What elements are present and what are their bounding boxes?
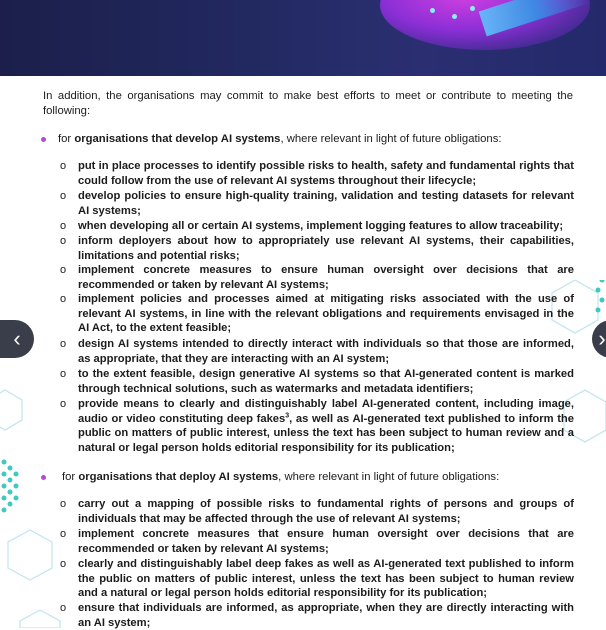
section-deploy-heading: for organisations that deploy AI systems, where relevant in light of future obligations: xyxy=(41,470,581,485)
footnote-marker: 3 xyxy=(285,411,290,419)
section-develop-heading: for organisations that develop AI systems, where relevant in light of future obligations: xyxy=(41,132,581,147)
chevron-right-icon: › xyxy=(598,326,606,351)
list-item: o provide means to clearly and distinguishably label AI-generated content, including image, audio or video constituting deep fakes$^3$, as well as AI-generated text published to inform the public on matters of public interest, unless the text has been subject to human review and a natural or legal person holds editorial responsibility for its publication; xyxy=(60,398,575,455)
list-item: o design AI systems intended to directly interact with individuals so that those are informed, as appropriate, that they are interacting with an AI system; xyxy=(60,338,574,365)
list-item: o inform deployers about how to appropriately use relevant AI systems, their capabilities, limitations and potential risks; xyxy=(60,235,574,262)
bullet-icon xyxy=(41,137,46,142)
list-item: o implement policies and processes aimed at mitigating risks associated with the use of relevant AI systems, in line with the relevant obligations and requirements envisaged in the AI Act, to the extent feasible; xyxy=(60,293,574,335)
bullet-icon xyxy=(41,475,46,480)
list-item: o implement concrete measures that ensure human oversight over decisions that are recommended or taken by relevant AI systems; xyxy=(60,528,574,555)
list-item: o when developing all or certain AI systems, implement logging features to allow traceability; xyxy=(60,220,564,232)
list-item: o ensure that individuals are informed, as appropriate, when they are directly interacting with an AI system; xyxy=(60,602,574,629)
header-banner xyxy=(0,0,606,76)
banner-dot xyxy=(430,8,435,13)
list-item: o develop policies to ensure high-quality training, validation and testing datasets for relevant AI systems; xyxy=(60,190,574,217)
list-item: o to the extent feasible, design generative AI systems so that AI-generated content is marked through technical solutions, such as watermarks and metadata identifiers; xyxy=(60,368,574,395)
chevron-left-icon: ‹ xyxy=(13,326,21,351)
intro-paragraph: In addition, the organisations may commit to make best efforts to meet or contribute to meeting the following: xyxy=(43,90,573,117)
list-item: o clearly and distinguishably label deep fakes as well as AI-generated text published to inform the public on matters of public interest, unless the text has been subject to human review and a natural or legal person holds editorial responsibility for its publication; xyxy=(60,558,574,600)
list-item: o put in place processes to identify possible risks to health, safety and fundamental rights that could follow from the use of relevant AI systems throughout their lifecycle; xyxy=(60,160,574,187)
list-item: o carry out a mapping of possible risks to fundamental rights of persons and groups of individuals that may be affected through the use of relevant AI systems; xyxy=(60,498,574,525)
banner-dot xyxy=(470,6,475,11)
banner-dot xyxy=(452,14,457,19)
list-item: o implement concrete measures to ensure human oversight over decisions that are recommended or taken by relevant AI systems; xyxy=(60,264,574,291)
